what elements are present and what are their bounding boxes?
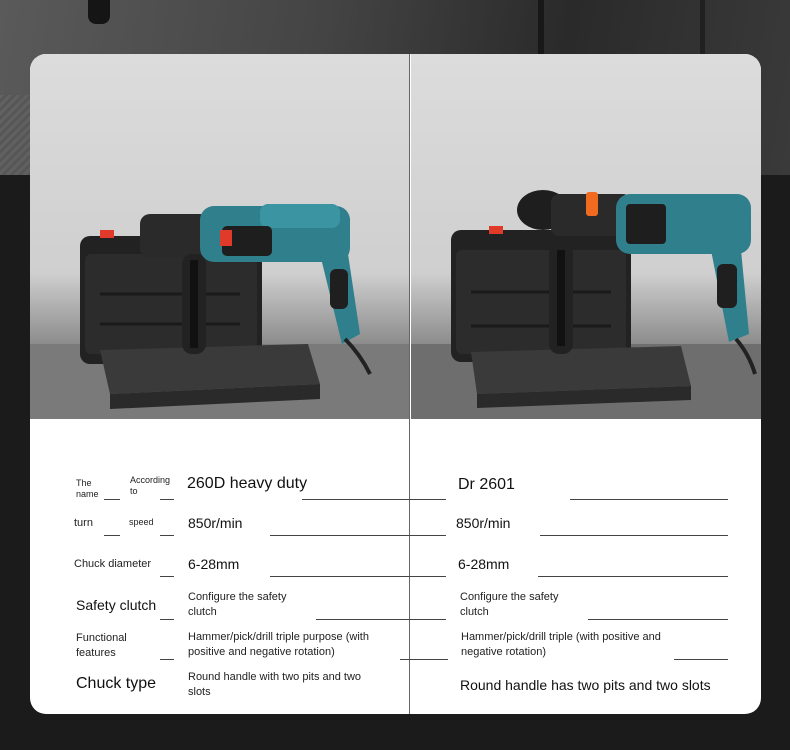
spec-label-according-to: According to (130, 475, 171, 496)
rule (302, 499, 446, 500)
rule (104, 535, 120, 536)
spec-label-safety-clutch: Safety clutch (76, 597, 157, 613)
spec-right-chuck-type: Round handle has two pits and two slots (460, 677, 711, 693)
rule (588, 619, 728, 620)
rule (674, 659, 728, 660)
spec-right-safety-clutch: Configure the safety clutch (460, 591, 559, 618)
spec-label-speed: speed (129, 517, 154, 527)
rotary-hammer-drill-icon (30, 54, 409, 419)
rule (160, 659, 174, 660)
spec-left-name: 260D heavy duty (187, 475, 308, 492)
rule (160, 535, 174, 536)
spec-left-chuck-type: Round handle with two pits and two slots (188, 671, 362, 698)
spec-left-chuck-diameter: 6-28mm (188, 556, 240, 572)
rule (160, 576, 174, 577)
spec-label-chuck-type: Chuck type (76, 675, 157, 692)
spec-table (30, 419, 761, 714)
spec-left-speed: 850r/min (188, 515, 243, 531)
rule (400, 659, 448, 660)
spec-label-functional-features: Functional features (76, 632, 127, 659)
spec-left-safety-clutch: Configure the safety clutch (188, 591, 287, 618)
comparison-card (30, 54, 761, 714)
spec-right-name: Dr 2601 (458, 476, 515, 493)
rule (316, 619, 446, 620)
rule (570, 499, 728, 500)
rule (540, 535, 728, 536)
rule (160, 619, 174, 620)
rule (160, 499, 174, 500)
spec-right-functional-features: Hammer/pick/drill triple (with positive and negative rotation) (461, 631, 661, 658)
background-post (88, 0, 110, 24)
product-photo-left (30, 54, 409, 419)
spec-left-functional-features: Hammer/pick/drill triple purpose (with positive and negative rotation) (188, 631, 369, 658)
spec-label-turn: turn (74, 517, 93, 529)
spec-label-name: The name (76, 478, 99, 499)
product-photo-right (411, 54, 761, 419)
spec-right-speed: 850r/min (456, 515, 511, 531)
spec-right-chuck-diameter: 6-28mm (458, 556, 510, 572)
rule (270, 535, 446, 536)
spec-label-chuck-diameter: Chuck diameter (74, 558, 152, 570)
rule (270, 576, 446, 577)
rule (538, 576, 728, 577)
rule (104, 499, 120, 500)
rotary-hammer-drill-icon (411, 54, 761, 419)
